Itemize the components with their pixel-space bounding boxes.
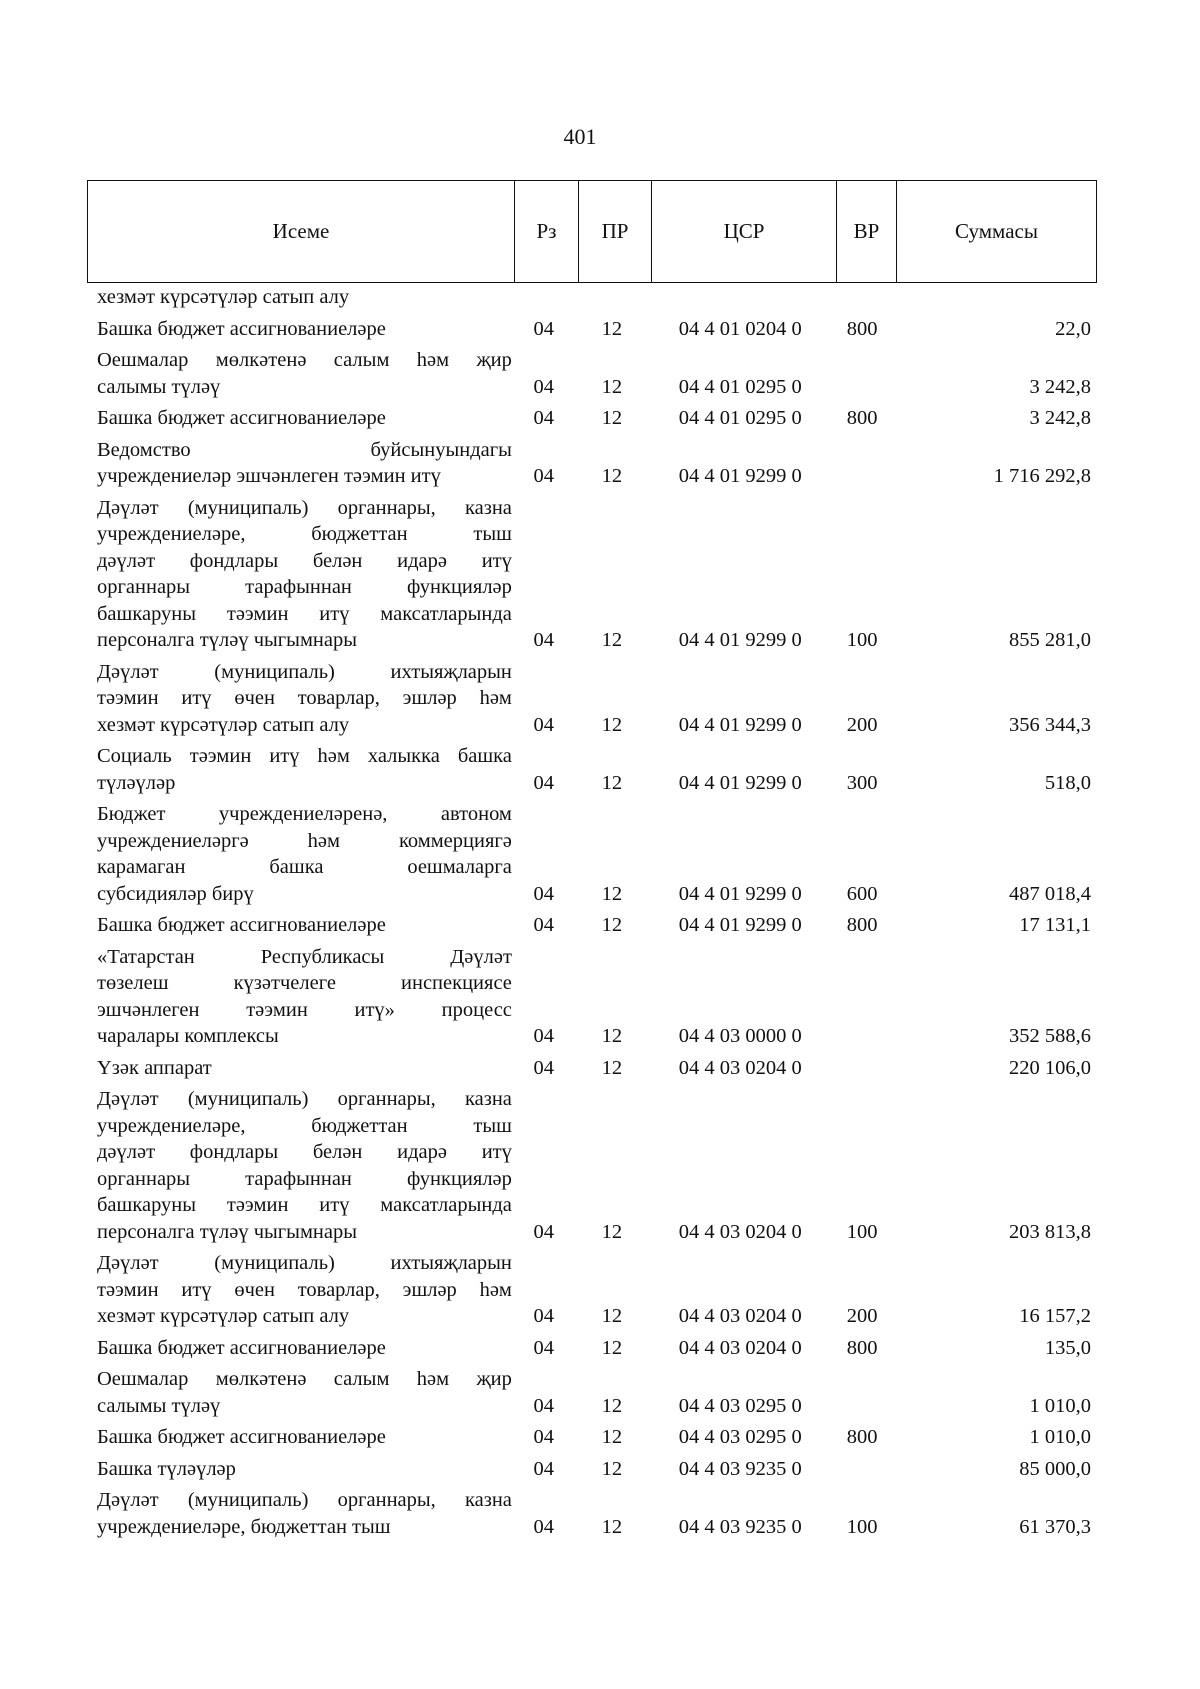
- row-name: [87, 405, 512, 432]
- row-pr: 12: [601, 1394, 623, 1417]
- header-csr: ЦСР: [652, 181, 837, 283]
- row-rz: 04: [533, 1457, 554, 1480]
- row-name: [87, 1366, 512, 1419]
- row-name-line: төзелеш күзәтчелеге инспекциясе: [97, 972, 512, 994]
- row-sum: 855 281,0: [1009, 629, 1091, 651]
- row-sum: 1 716 292,8: [993, 465, 1091, 487]
- table-row: [87, 437, 1096, 490]
- row-csr: 04 4 03 0204 0: [678, 1336, 802, 1359]
- row-name-line: Дәүләт (муниципаль) органнары, казна: [97, 1088, 512, 1110]
- table-row: [87, 347, 1096, 400]
- row-name: [87, 659, 512, 739]
- row-csr: 04 4 03 0204 0: [678, 1220, 802, 1243]
- row-rz: 04: [533, 375, 554, 398]
- row-name: [87, 1424, 512, 1451]
- row-name-line: учреждениеләр эшчәнлеген тәэмин итү: [97, 465, 441, 487]
- row-pr: 12: [601, 465, 623, 487]
- row-name-line: хезмәт күрсәтүләр сатып алу: [97, 1305, 350, 1327]
- row-name-line: Оешмалар мөлкәтенә салым һәм җир: [97, 1368, 512, 1390]
- row-name: [87, 1055, 512, 1082]
- table-row: [87, 743, 1096, 796]
- row-vr: 800: [846, 1336, 878, 1359]
- row-name-line: Башка бюджет ассигнованиеләре: [97, 1426, 386, 1448]
- row-pr: 12: [601, 882, 623, 905]
- row-csr: 04 4 01 9299 0: [678, 771, 802, 794]
- row-rz: 04: [533, 1220, 554, 1243]
- table-row: [87, 1456, 1096, 1483]
- row-sum: 3 242,8: [1029, 375, 1091, 398]
- row-name: [87, 347, 512, 400]
- table-body: [87, 284, 1096, 1540]
- row-vr: 600: [846, 882, 878, 905]
- row-name: [87, 437, 512, 490]
- row-name-line: түләүләр: [97, 771, 176, 794]
- row-sum: 518,0: [1044, 771, 1091, 794]
- table-row: [87, 284, 1096, 311]
- table-row: [87, 801, 1096, 907]
- table-row: [87, 912, 1096, 939]
- row-name-line: Ведомство буйсынуындагы: [97, 438, 512, 461]
- table-row: [87, 1366, 1096, 1419]
- row-pr: 12: [601, 317, 623, 340]
- row-rz: 04: [533, 914, 554, 936]
- row-sum: 135,0: [1044, 1336, 1091, 1359]
- row-rz: 04: [533, 1056, 554, 1079]
- row-sum: 356 344,3: [1009, 713, 1091, 736]
- row-rz: 04: [533, 1394, 554, 1417]
- row-sum: 1 010,0: [1029, 1394, 1091, 1417]
- table-row: [87, 659, 1096, 739]
- table-row: [87, 1424, 1096, 1451]
- row-name: [87, 1250, 512, 1330]
- row-name-line: учреждениеләргә һәм коммерциягә: [97, 829, 512, 852]
- row-name-line: башкаруны тәэмин итү максатларында: [97, 1194, 512, 1216]
- row-name-line: Башка бюджет ассигнованиеләре: [97, 914, 386, 936]
- row-name-line: Бюджет учреждениеләренә, автоном: [97, 803, 512, 825]
- row-name-line: эшчәнлеген тәэмин итү» процесс: [97, 998, 512, 1021]
- table-row: [87, 944, 1096, 1050]
- row-vr: 800: [846, 407, 878, 429]
- row-csr: 04 4 03 0204 0: [678, 1056, 802, 1079]
- row-name: [87, 316, 512, 343]
- header-name: Исеме: [88, 181, 515, 283]
- row-sum: 3 242,8: [1029, 407, 1091, 429]
- row-rz: 04: [533, 1426, 554, 1448]
- row-name-line: учреждениеләре, бюджеттан тыш: [97, 523, 512, 545]
- row-rz: 04: [533, 317, 554, 340]
- row-sum: 203 813,8: [1009, 1220, 1091, 1243]
- row-name-line: персоналга түләү чыгымнары: [97, 629, 358, 651]
- table-row: [87, 1487, 1096, 1540]
- row-rz: 04: [533, 629, 554, 651]
- row-csr: 04 4 01 0295 0: [678, 407, 802, 429]
- row-pr: 12: [601, 713, 623, 736]
- row-name: [87, 1456, 512, 1483]
- row-name-line: тәэмин итү өчен товарлар, эшләр һәм: [97, 687, 512, 709]
- table-row: [87, 316, 1096, 343]
- row-sum: 85 000,0: [1019, 1457, 1091, 1480]
- row-vr: 800: [846, 1426, 878, 1448]
- row-name: [87, 1335, 512, 1362]
- row-csr: 04 4 01 9299 0: [678, 465, 802, 487]
- row-name-line: дәүләт фондлары белән идарә итү: [97, 1141, 512, 1163]
- row-sum: 17 131,1: [1019, 914, 1091, 936]
- row-sum: 61 370,3: [1019, 1515, 1091, 1538]
- row-name-line: тәэмин итү өчен товарлар, эшләр һәм: [97, 1278, 512, 1301]
- row-name: [87, 495, 512, 654]
- row-name-line: учреждениеләре, бюджеттан тыш: [97, 1114, 512, 1137]
- row-name-line: Оешмалар мөлкәтенә салым һәм җир: [97, 349, 512, 371]
- row-rz: 04: [533, 771, 554, 794]
- row-csr: 04 4 03 0000 0: [678, 1025, 802, 1047]
- row-csr: 04 4 03 0295 0: [678, 1426, 802, 1448]
- table-row: [87, 1335, 1096, 1362]
- table-row: [87, 495, 1096, 654]
- row-csr: 04 4 03 0295 0: [678, 1394, 802, 1417]
- row-vr: 800: [846, 317, 878, 340]
- row-rz: 04: [533, 465, 554, 487]
- row-rz: 04: [533, 1025, 554, 1047]
- row-pr: 12: [601, 1457, 623, 1480]
- row-name-line: салымы түләү: [97, 375, 221, 398]
- row-vr: 200: [846, 713, 878, 736]
- row-sum: 16 157,2: [1019, 1305, 1091, 1327]
- row-name-line: Дәүләт (муниципаль) органнары, казна: [97, 496, 512, 519]
- row-csr: 04 4 01 9299 0: [678, 882, 802, 905]
- row-pr: 12: [601, 407, 623, 429]
- row-name-line: Башка түләүләр: [97, 1457, 236, 1480]
- row-name-line: Дәүләт (муниципаль) ихтыяҗларын: [97, 1252, 512, 1274]
- row-name-line: Башка бюджет ассигнованиеләре: [97, 1336, 386, 1359]
- row-csr: 04 4 01 9299 0: [678, 629, 802, 651]
- row-name: [87, 743, 512, 796]
- row-name: [87, 1487, 512, 1540]
- row-name-line: органнары тарафыннан функцияләр: [97, 576, 512, 598]
- row-vr: 800: [846, 914, 878, 936]
- row-pr: 12: [601, 1336, 623, 1359]
- row-pr: 12: [601, 375, 623, 398]
- row-rz: 04: [533, 713, 554, 736]
- row-csr: 04 4 01 0295 0: [678, 375, 802, 398]
- row-vr: 100: [846, 1515, 878, 1538]
- row-name: [87, 912, 512, 939]
- page-number: 401: [563, 124, 597, 149]
- row-rz: 04: [533, 1336, 554, 1359]
- row-csr: 04 4 01 9299 0: [678, 914, 802, 936]
- row-rz: 04: [533, 1305, 554, 1327]
- row-sum: 1 010,0: [1029, 1426, 1091, 1448]
- header-rz: Рз: [515, 181, 579, 283]
- row-name-line: Социаль тәэмин итү һәм халыкка башка: [97, 745, 512, 767]
- row-pr: 12: [601, 1305, 623, 1327]
- row-pr: 12: [601, 1025, 623, 1047]
- row-rz: 04: [533, 1515, 554, 1538]
- table-row: [87, 1055, 1096, 1082]
- row-name-line: карамаган башка оешмаларга: [97, 856, 512, 878]
- row-name-line: субсидияләр бирү: [97, 882, 254, 905]
- row-csr: 04 4 01 0204 0: [678, 317, 802, 340]
- row-name-line: чаралары комплексы: [97, 1025, 279, 1047]
- row-name: [87, 1086, 512, 1245]
- row-name-line: органнары тарафыннан функцияләр: [97, 1167, 512, 1190]
- table-row: [87, 1250, 1096, 1330]
- row-name-line: салымы түләү: [97, 1394, 221, 1417]
- row-vr: 100: [846, 1220, 878, 1243]
- row-vr: 100: [846, 629, 878, 651]
- row-name: [87, 944, 512, 1050]
- row-name: [87, 284, 512, 311]
- header-sum: Суммасы: [897, 181, 1097, 283]
- row-name-line: башкаруны тәэмин итү максатларында: [97, 602, 512, 625]
- table-row: [87, 405, 1096, 432]
- row-csr: 04 4 03 9235 0: [678, 1515, 802, 1538]
- row-vr: 300: [846, 771, 878, 794]
- row-pr: 12: [601, 629, 623, 651]
- row-name-line: Үзәк аппарат: [97, 1056, 212, 1079]
- table-header: [87, 180, 1097, 283]
- header-vr: ВР: [837, 181, 897, 283]
- row-pr: 12: [601, 1426, 623, 1448]
- row-name-line: учреждениеләре, бюджеттан тыш: [97, 1515, 391, 1538]
- row-sum: 352 588,6: [1009, 1025, 1091, 1047]
- header-pr: ПР: [579, 181, 652, 283]
- row-sum: 220 106,0: [1009, 1056, 1091, 1079]
- table-row: [87, 1086, 1096, 1245]
- row-name-line: хезмәт күрсәтүләр сатып алу: [97, 713, 350, 736]
- row-name-line: Башка бюджет ассигнованиеләре: [97, 317, 386, 340]
- row-name-line: персоналга түләү чыгымнары: [97, 1220, 358, 1243]
- row-csr: 04 4 03 9235 0: [678, 1457, 802, 1480]
- row-pr: 12: [601, 1056, 623, 1079]
- row-csr: 04 4 03 0204 0: [678, 1305, 802, 1327]
- row-name-line: хезмәт күрсәтүләр сатып алу: [97, 286, 350, 308]
- row-sum: 487 018,4: [1009, 882, 1091, 905]
- row-pr: 12: [601, 914, 623, 936]
- row-rz: 04: [533, 407, 554, 429]
- row-pr: 12: [601, 771, 623, 794]
- row-sum: 22,0: [1055, 317, 1091, 340]
- row-name-line: Дәүләт (муниципаль) органнары, казна: [97, 1489, 512, 1511]
- row-rz: 04: [533, 882, 554, 905]
- row-name: [87, 801, 512, 907]
- row-pr: 12: [601, 1220, 623, 1243]
- row-name-line: дәүләт фондлары белән идарә итү: [97, 549, 512, 572]
- row-name-line: Дәүләт (муниципаль) ихтыяҗларын: [97, 660, 512, 683]
- row-name-line: «Татарстан Республикасы Дәүләт: [97, 945, 512, 968]
- row-csr: 04 4 01 9299 0: [678, 713, 802, 736]
- row-vr: 200: [846, 1305, 878, 1327]
- row-pr: 12: [601, 1515, 623, 1538]
- row-name-line: Башка бюджет ассигнованиеләре: [97, 407, 386, 429]
